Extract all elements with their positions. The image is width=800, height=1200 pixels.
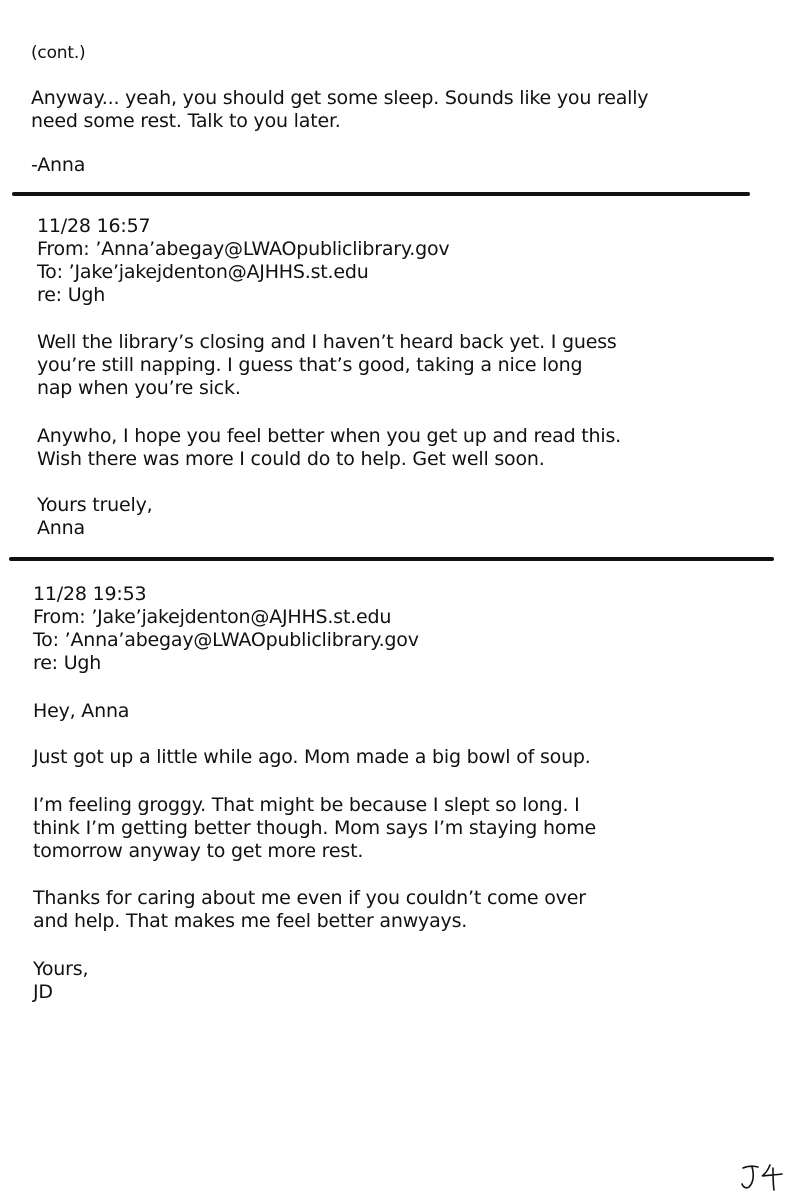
email-2-from: From: ’Jake’jakejdenton@AJHHS.st.edu xyxy=(33,606,392,628)
email-2-to: To: ’Anna’abegay@LWAOpubliclibrary.gov xyxy=(33,629,419,651)
email-2-body-line: and help. That makes me feel better anwyays. xyxy=(33,910,468,932)
email-1-body-line: you’re still napping. I guess that’s good, taking a nice long xyxy=(37,354,583,376)
email-2-closing: Yours, xyxy=(33,958,89,980)
email-2-body-line: think I’m getting better though. Mom says I’m staying home xyxy=(33,817,597,839)
email-1-closing: Yours truely, xyxy=(37,494,153,516)
email-2-greeting: Hey, Anna xyxy=(33,700,130,722)
email-1-body-line: Wish there was more I could do to help. Get well soon. xyxy=(37,448,545,470)
email-2-body-line: I’m feeling groggy. That might be because I slept so long. I xyxy=(33,794,580,816)
email-2-timestamp: 11/28 19:53 xyxy=(33,583,147,605)
email-2-body-line: Thanks for caring about me even if you couldn’t come over xyxy=(33,887,586,909)
email-2-subject: re: Ugh xyxy=(33,652,102,674)
email-1-signature: Anna xyxy=(37,517,85,539)
page-number-mark xyxy=(740,1162,784,1192)
email-1-body-line: Well the library’s closing and I haven’t heard back yet. I guess xyxy=(37,331,617,353)
email-2-signature: JD xyxy=(33,981,53,1003)
continuation-label: (cont.) xyxy=(31,43,86,63)
email-1-timestamp: 11/28 16:57 xyxy=(37,215,151,237)
fragment-signature: -Anna xyxy=(31,154,86,176)
email-2-body-line: Just got up a little while ago. Mom made a big bowl of soup. xyxy=(33,746,591,768)
email-2-body-line: tomorrow anyway to get more rest. xyxy=(33,840,364,862)
email-1-from: From: ’Anna’abegay@LWAOpubliclibrary.gov xyxy=(37,238,450,260)
email-1-body-line: Anywho, I hope you feel better when you get up and read this. xyxy=(37,425,621,447)
email-1-subject: re: Ugh xyxy=(37,284,106,306)
email-1-to: To: ’Jake’jakejdenton@AJHHS.st.edu xyxy=(37,261,369,283)
fragment-line: need some rest. Talk to you later. xyxy=(31,110,341,132)
email-1-body-line: nap when you’re sick. xyxy=(37,377,241,399)
fragment-line: Anyway... yeah, you should get some sleep. Sounds like you really xyxy=(31,87,649,109)
divider-rule xyxy=(9,557,774,561)
divider-rule xyxy=(12,192,750,196)
